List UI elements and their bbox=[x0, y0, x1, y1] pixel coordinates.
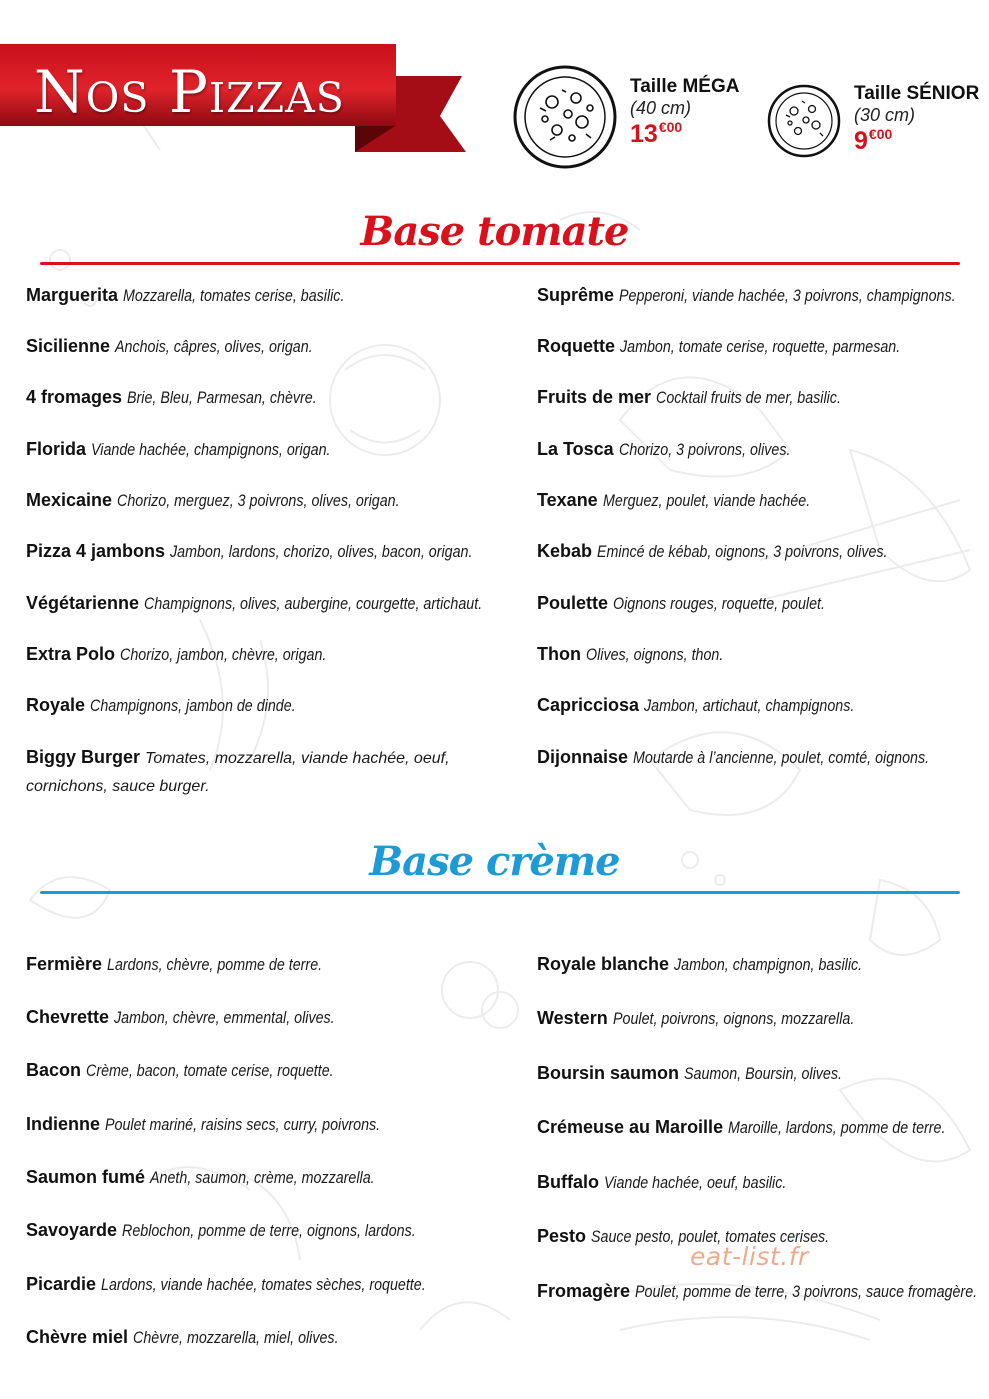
size-mega-label: Taille MÉGA bbox=[630, 76, 740, 97]
menu-item: Royale Champignons, jambon de dinde. bbox=[26, 695, 296, 715]
menu-item: Extra Polo Chorizo, jambon, chèvre, origan. bbox=[26, 644, 327, 664]
menu-item: Saumon fumé Aneth, saumon, crème, mozzarella. bbox=[26, 1167, 375, 1187]
menu-item: Western Poulet, poivrons, oignons, mozzarella. bbox=[537, 1008, 855, 1028]
size-mega bbox=[512, 64, 739, 170]
menu-item: Boursin saumon Saumon, Boursin, olives. bbox=[537, 1063, 842, 1083]
menu-item: Sicilienne Anchois, câpres, olives, origan. bbox=[26, 336, 313, 356]
menu-item: Biggy Burger Tomates, mozzarella, viande hachée, oeuf, cornichons, sauce burger. bbox=[26, 747, 450, 795]
section-title-creme: Base crème bbox=[369, 838, 620, 885]
menu-item: Végétarienne Champignons, olives, aubergine, courgette, artichaut. bbox=[26, 593, 483, 613]
menu-item: Pizza 4 jambons Jambon, lardons, chorizo, olives, bacon, origan. bbox=[26, 541, 473, 561]
menu-item: Chèvre miel Chèvre, mozzarella, miel, olives. bbox=[26, 1327, 339, 1347]
menu-item: Mexicaine Chorizo, merguez, 3 poivrons, olives, origan. bbox=[26, 490, 400, 510]
menu-item: Texane Merguez, poulet, viande hachée. bbox=[537, 490, 810, 510]
menu-item: Pesto Sauce pesto, poulet, tomates cerises. bbox=[537, 1226, 830, 1246]
size-senior bbox=[766, 83, 979, 159]
section-divider-creme bbox=[40, 891, 960, 894]
size-mega-diameter: (40 cm) bbox=[630, 98, 692, 118]
menu-item: La Tosca Chorizo, 3 poivrons, olives. bbox=[537, 439, 791, 459]
page-title: Nos Pizzas bbox=[34, 58, 345, 126]
menu-item: Capricciosa Jambon, artichaut, champignons. bbox=[537, 695, 855, 715]
menu-item: 4 fromages Brie, Bleu, Parmesan, chèvre. bbox=[26, 387, 317, 407]
menu-item: Fruits de mer Cocktail fruits de mer, basilic. bbox=[537, 387, 841, 407]
menu-item: Poulette Oignons rouges, roquette, poulet. bbox=[537, 593, 825, 613]
size-mega-price: $13^{€00}$ bbox=[630, 119, 683, 148]
menu-item: Kebab Emincé de kébab, oignons, 3 poivrons, olives. bbox=[537, 541, 888, 561]
menu-item: Savoyarde Reblochon, pomme de terre, oignons, lardons. bbox=[26, 1220, 416, 1240]
menu-item: Bacon Crème, bacon, tomate cerise, roquette. bbox=[26, 1060, 334, 1080]
size-senior-diameter: (30 cm) bbox=[854, 105, 916, 125]
title-banner bbox=[0, 44, 470, 154]
menu-item: Thon Olives, oignons, thon. bbox=[537, 644, 724, 664]
menu-item: Crémeuse au Maroille Maroille, lardons, pomme de terre. bbox=[537, 1117, 946, 1137]
menu-item: Fromagère Poulet, pomme de terre, 3 poivrons, sauce fromagère. bbox=[537, 1281, 978, 1301]
menu-item: Suprême Pepperoni, viande hachée, 3 poivrons, champignons. bbox=[537, 285, 956, 305]
pizza-icon bbox=[512, 64, 618, 170]
menu-item: Fermière Lardons, chèvre, pomme de terre. bbox=[26, 954, 323, 974]
size-senior-label: Taille SÉNIOR bbox=[854, 83, 980, 104]
section-divider-tomate bbox=[40, 262, 960, 265]
pizza-icon bbox=[766, 83, 842, 159]
menu-item: Buffalo Viande hachée, oeuf, basilic. bbox=[537, 1172, 787, 1192]
watermark: eat-list.fr bbox=[690, 1242, 809, 1271]
menu-item: Picardie Lardons, viande hachée, tomates sèches, roquette. bbox=[26, 1274, 426, 1294]
menu-item: Roquette Jambon, tomate cerise, roquette, parmesan. bbox=[537, 336, 901, 356]
menu-item: Chevrette Jambon, chèvre, emmental, olives. bbox=[26, 1007, 335, 1027]
menu-item: Marguerita Mozzarella, tomates cerise, basilic. bbox=[26, 285, 345, 305]
section-title-tomate: Base tomate bbox=[360, 208, 629, 255]
menu-item: Dijonnaise Moutarde à l’ancienne, poulet, comté, oignons. bbox=[537, 747, 930, 767]
menu-item: Indienne Poulet mariné, raisins secs, curry, poivrons. bbox=[26, 1114, 381, 1134]
size-senior-price: $9^{€00}$ bbox=[854, 126, 893, 155]
menu-item: Florida Viande hachée, champignons, origan. bbox=[26, 439, 331, 459]
menu-item: Royale blanche Jambon, champignon, basilic. bbox=[537, 954, 863, 974]
